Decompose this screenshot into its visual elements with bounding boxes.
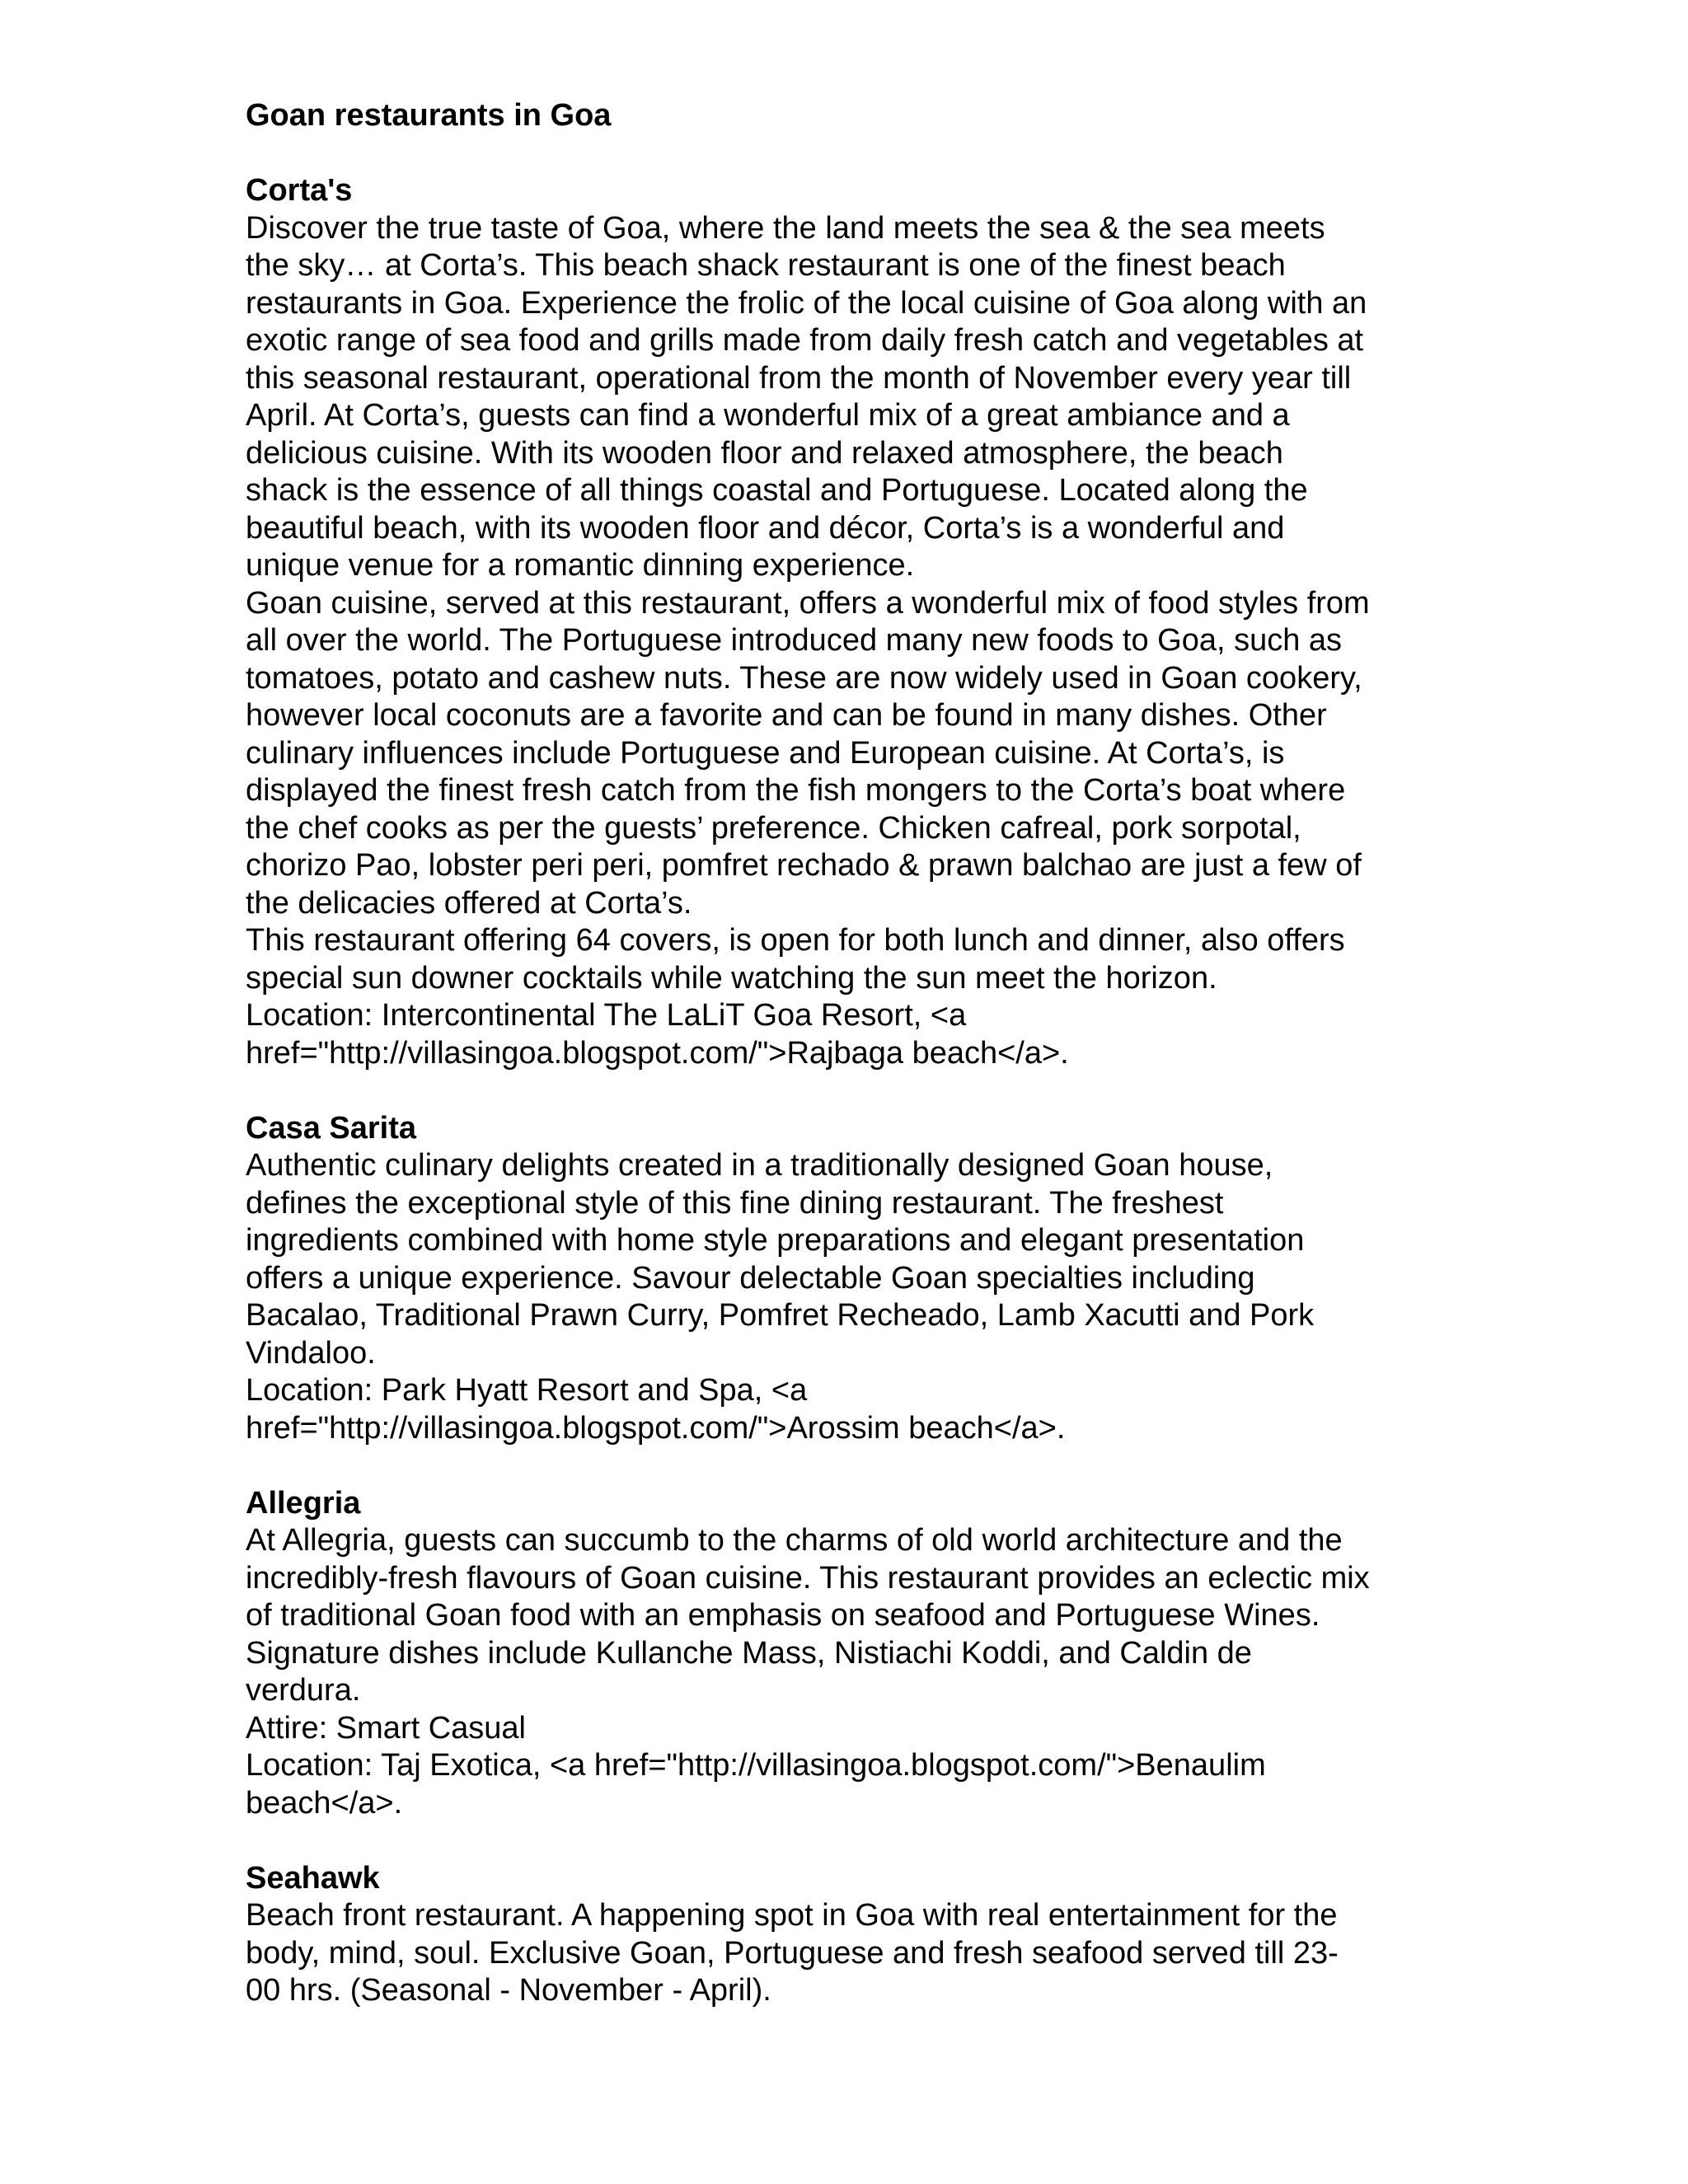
text-line: of traditional Goan food with an emphasis on seafood and Portuguese Wines.: [246, 1598, 1320, 1633]
text-line: Signature dishes include Kullanche Mass, Nistiachi Koddi, and Caldin de: [246, 1635, 1252, 1671]
text-line: April. At Corta’s, guests can find a wonderful mix of a great ambiance and a: [246, 398, 1290, 433]
section-heading: Allegria: [246, 1485, 361, 1521]
location-line: Location: Taj Exotica, <a href="http://villasingoa.blogspot.com/">Benaulim: [246, 1748, 1266, 1783]
text-line: defines the exceptional style of this fine dining restaurant. The freshest: [246, 1185, 1224, 1221]
text-line: this seasonal restaurant, operational from the month of November every year till: [246, 360, 1352, 396]
text-line: verdura.: [246, 1673, 361, 1708]
text-line: chorizo Pao, lobster peri peri, pomfret rechado & prawn balchao are just a few of: [246, 848, 1362, 883]
text-line: Vindaloo.: [246, 1335, 376, 1371]
text-line: incredibly-fresh flavours of Goan cuisine. This restaurant provides an eclectic mix: [246, 1560, 1370, 1596]
text-line: At Allegria, guests can succumb to the charms of old world architecture and the: [246, 1523, 1343, 1558]
text-line: 00 hrs. (Seasonal - November - April).: [246, 1973, 771, 2008]
section-body: [246, 1147, 1437, 1447]
location-line: Location: Intercontinental The LaLiT Goa Resort, <a: [246, 998, 967, 1033]
section-body: [246, 210, 1437, 1073]
text-line: offers a unique experience. Savour delectable Goan specialties including: [246, 1260, 1255, 1296]
section-heading: Casa Sarita: [246, 1110, 417, 1146]
text-line: Authentic culinary delights created in a traditionally designed Goan house,: [246, 1148, 1273, 1183]
text-line: This restaurant offering 64 covers, is open for both lunch and dinner, also offers: [246, 923, 1345, 958]
text-line: restaurants in Goa. Experience the frolic of the local cuisine of Goa along with an: [246, 285, 1367, 321]
location-line: href="http://villasingoa.blogspot.com/">Rajbaga beach</a>.: [246, 1035, 1069, 1071]
text-line: all over the world. The Portuguese introduced many new foods to Goa, such as: [246, 623, 1343, 658]
page-title: Goan restaurants in Goa: [246, 98, 612, 133]
text-line: body, mind, soul. Exclusive Goan, Portuguese and fresh seafood served till 23-: [246, 1935, 1339, 1971]
text-line: delicious cuisine. With its wooden floor and relaxed atmosphere, the beach: [246, 435, 1283, 471]
text-line: the delicacies offered at Corta’s.: [246, 885, 692, 921]
text-line: however local coconuts are a favorite and can be found in many dishes. Other: [246, 698, 1327, 733]
section-heading: Corta's: [246, 173, 353, 208]
section-heading: Seahawk: [246, 1860, 380, 1896]
text-line: Bacalao, Traditional Prawn Curry, Pomfret Recheado, Lamb Xacutti and Pork: [246, 1298, 1315, 1333]
text-line: displayed the finest fresh catch from the fish mongers to the Corta’s boat where: [246, 773, 1346, 808]
text-line: the sky… at Corta’s. This beach shack restaurant is one of the finest beach: [246, 248, 1286, 283]
text-line: Discover the true taste of Goa, where the land meets the sea & the sea meets: [246, 210, 1325, 246]
section-body: [246, 1897, 1437, 2010]
text-line: special sun downer cocktails while watching the sun meet the horizon.: [246, 960, 1217, 996]
text-line: beautiful beach, with its wooden floor and décor, Corta’s is a wonderful and: [246, 510, 1285, 546]
text-line: the chef cooks as per the guests’ preference. Chicken cafreal, pork sorpotal,: [246, 810, 1301, 846]
text-line: unique venue for a romantic dinning experience.: [246, 548, 915, 583]
section-casa-sarita: [246, 1110, 1437, 1448]
document-page: [246, 97, 1437, 2047]
section-cortas: [246, 172, 1437, 1072]
text-line: tomatoes, potato and cashew nuts. These are now widely used in Goan cookery,: [246, 660, 1362, 696]
section-body: [246, 1522, 1437, 1822]
section-seahawk: [246, 1860, 1437, 2010]
location-line: Location: Park Hyatt Resort and Spa, <a: [246, 1373, 808, 1408]
text-line: Goan cuisine, served at this restaurant, offers a wonderful mix of food styles from: [246, 585, 1370, 621]
location-line: beach</a>.: [246, 1785, 403, 1821]
section-allegria: [246, 1485, 1437, 1823]
location-line: href="http://villasingoa.blogspot.com/">Arossim beach</a>.: [246, 1410, 1066, 1446]
text-line: shack is the essence of all things coastal and Portuguese. Located along the: [246, 473, 1308, 508]
text-line: culinary influences include Portuguese and European cuisine. At Corta’s, is: [246, 735, 1285, 771]
text-line: ingredients combined with home style preparations and elegant presentation: [246, 1223, 1305, 1258]
attire-line: Attire: Smart Casual: [246, 1710, 526, 1746]
text-line: exotic range of sea food and grills made from daily fresh catch and vegetables at: [246, 323, 1364, 358]
text-line: Beach front restaurant. A happening spot in Goa with real entertainment for the: [246, 1898, 1338, 1933]
